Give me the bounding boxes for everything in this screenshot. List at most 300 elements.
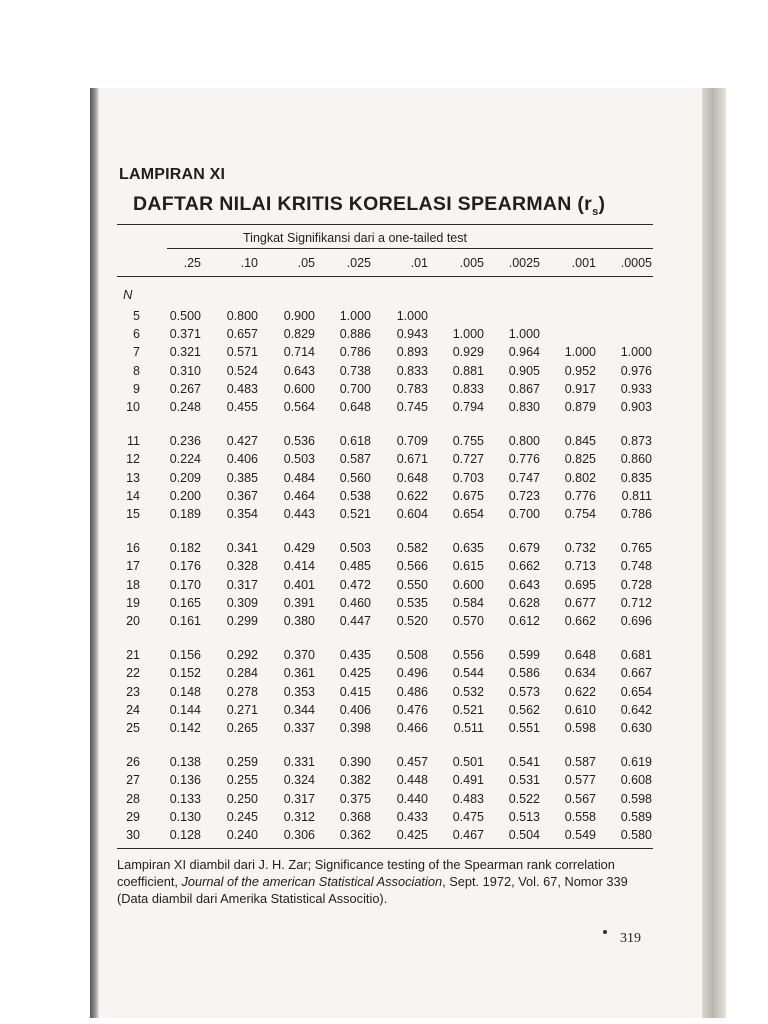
critical-value-cell: 0.224 <box>169 452 201 467</box>
critical-value-cell: 0.144 <box>169 702 201 717</box>
critical-value-cell: 0.598 <box>620 791 652 806</box>
critical-value-cell: 0.643 <box>508 577 540 592</box>
critical-value-cell: 0.390 <box>339 755 371 770</box>
row-n: 29 <box>126 809 140 824</box>
critical-value-cell: 0.635 <box>452 541 484 556</box>
critical-value-cell: 0.472 <box>339 577 371 592</box>
table-row <box>0 703 768 721</box>
footnote-journal: Journal of the american Statistical Association <box>181 874 443 889</box>
critical-value-cell: 0.748 <box>620 559 652 574</box>
critical-value-cell: 0.240 <box>226 828 258 842</box>
critical-value-cell: 0.538 <box>339 488 371 503</box>
critical-value-cell: 0.380 <box>283 614 315 628</box>
critical-value-cell: 0.671 <box>396 452 428 467</box>
critical-value-cell: 0.589 <box>620 809 652 824</box>
critical-value-cell: 0.943 <box>396 327 428 342</box>
critical-value-cell: 0.800 <box>508 434 540 449</box>
row-n: 21 <box>126 648 140 663</box>
table-row <box>0 327 768 345</box>
critical-value-cell: 0.385 <box>226 470 258 485</box>
table-row <box>0 382 768 400</box>
critical-value-cell: 0.485 <box>339 559 371 574</box>
critical-value-cell: 0.535 <box>396 595 428 610</box>
critical-value-cell: 0.138 <box>169 755 201 770</box>
row-n: 19 <box>126 595 140 610</box>
critical-value-cell: 0.317 <box>226 577 258 592</box>
critical-value-cell: 0.522 <box>508 791 540 806</box>
critical-value-cell: 0.754 <box>564 507 596 521</box>
critical-value-cell: 1.000 <box>452 327 484 342</box>
critical-value-cell: 0.508 <box>396 648 428 663</box>
critical-value-cell: 0.189 <box>169 507 201 521</box>
table-row <box>0 792 768 810</box>
critical-value-cell: 0.667 <box>620 666 652 681</box>
row-n: 16 <box>126 541 140 556</box>
critical-value-cell: 0.341 <box>226 541 258 556</box>
page-number: 319 <box>620 931 641 946</box>
critical-value-cell: 0.130 <box>169 809 201 824</box>
critical-value-cell: 0.398 <box>339 721 371 735</box>
critical-value-cell: 0.654 <box>452 507 484 521</box>
top-rule <box>117 224 653 225</box>
critical-value-cell: 0.312 <box>283 809 315 824</box>
critical-value-cell: 0.447 <box>339 614 371 628</box>
critical-value-cell: 0.964 <box>508 345 540 360</box>
critical-value-cell: 0.156 <box>169 648 201 663</box>
critical-value-cell: 0.496 <box>396 666 428 681</box>
critical-value-cell: 0.367 <box>226 488 258 503</box>
critical-value-cell: 0.503 <box>339 541 371 556</box>
critical-value-cell: 0.786 <box>620 507 652 521</box>
table-row <box>0 755 768 773</box>
critical-value-cell: 0.833 <box>396 363 428 378</box>
critical-value-cell: 0.577 <box>564 773 596 788</box>
table-title <box>133 193 605 218</box>
critical-value-cell: 0.628 <box>508 595 540 610</box>
critical-value-cell: 0.536 <box>283 434 315 449</box>
row-n: 14 <box>126 488 140 503</box>
critical-value-cell: 0.695 <box>564 577 596 592</box>
column-header: .0025 <box>508 256 540 270</box>
row-n: 26 <box>126 755 140 770</box>
critical-value-cell: 0.531 <box>508 773 540 788</box>
table-row <box>0 559 768 577</box>
critical-value-cell: 0.265 <box>226 721 258 735</box>
critical-value-cell: 0.406 <box>339 702 371 717</box>
critical-value-cell: 0.483 <box>452 791 484 806</box>
critical-value-cell: 0.700 <box>339 381 371 396</box>
critical-value-cell: 0.259 <box>226 755 258 770</box>
bottom-rule <box>117 848 653 849</box>
critical-value-cell: 0.248 <box>169 400 201 414</box>
critical-value-cell: 0.236 <box>169 434 201 449</box>
critical-value-cell: 0.182 <box>169 541 201 556</box>
critical-value-cell: 0.483 <box>226 381 258 396</box>
critical-value-cell: 0.331 <box>283 755 315 770</box>
table-row <box>0 452 768 470</box>
table-row <box>0 828 768 846</box>
table-row <box>0 810 768 828</box>
critical-value-cell: 0.619 <box>620 755 652 770</box>
critical-value-cell: 0.723 <box>508 488 540 503</box>
table-title-main: DAFTAR NILAI KRITIS KORELASI SPEARMAN (r <box>133 193 593 215</box>
row-n: 5 <box>133 309 140 323</box>
critical-value-cell: 0.794 <box>452 400 484 414</box>
row-n: 8 <box>133 363 140 378</box>
critical-value-cell: 0.484 <box>283 470 315 485</box>
critical-value-cell: 0.567 <box>564 791 596 806</box>
critical-value-cell: 1.000 <box>508 327 540 342</box>
critical-value-cell: 0.209 <box>169 470 201 485</box>
critical-value-cell: 0.562 <box>508 702 540 717</box>
critical-value-cell: 0.541 <box>508 755 540 770</box>
footnote-text: Lampiran XI diambil dari J. H. Zar; Significance testing of the Spearman rank correlation coefficient, <box>117 857 615 889</box>
critical-value-cell: 0.382 <box>339 773 371 788</box>
critical-value-cell: 0.460 <box>339 595 371 610</box>
critical-value-cell: 0.648 <box>339 400 371 414</box>
table-row <box>0 685 768 703</box>
critical-value-cell: 0.491 <box>452 773 484 788</box>
critical-value-cell: 0.414 <box>283 559 315 574</box>
critical-value-cell: 0.310 <box>169 363 201 378</box>
critical-value-cell: 0.709 <box>396 434 428 449</box>
critical-value-cell: 0.292 <box>226 648 258 663</box>
critical-value-cell: 0.176 <box>169 559 201 574</box>
critical-value-cell: 0.142 <box>169 721 201 735</box>
source-footnote <box>117 856 651 907</box>
critical-value-cell: 0.361 <box>283 666 315 681</box>
critical-value-cell: 0.532 <box>452 684 484 699</box>
critical-value-cell: 0.353 <box>283 684 315 699</box>
table-row <box>0 507 768 525</box>
critical-value-cell: 0.905 <box>508 363 540 378</box>
critical-value-cell: 0.556 <box>452 648 484 663</box>
table-title-close: ) <box>598 193 606 215</box>
table-row <box>0 773 768 791</box>
critical-value-cell: 0.829 <box>283 327 315 342</box>
critical-value-cell: 0.558 <box>564 809 596 824</box>
critical-value-cell: 0.136 <box>169 773 201 788</box>
row-n: 28 <box>126 791 140 806</box>
table-row <box>0 489 768 507</box>
critical-value-cell: 0.745 <box>396 400 428 414</box>
critical-value-cell: 0.600 <box>452 577 484 592</box>
critical-value-cell: 0.903 <box>620 400 652 414</box>
critical-value-cell: 0.654 <box>620 684 652 699</box>
critical-value-cell: 0.324 <box>283 773 315 788</box>
row-n: 13 <box>126 470 140 485</box>
critical-value-cell: 0.521 <box>339 507 371 521</box>
critical-value-cell: 0.435 <box>339 648 371 663</box>
critical-value-cell: 0.309 <box>226 595 258 610</box>
critical-value-cell: 0.284 <box>226 666 258 681</box>
critical-value-cell: 0.354 <box>226 507 258 521</box>
appendix-label: LAMPIRAN XI <box>119 166 226 183</box>
row-n: 6 <box>133 327 140 342</box>
column-header: .01 <box>410 256 428 270</box>
critical-value-cell: 0.825 <box>564 452 596 467</box>
critical-value-cell: 0.500 <box>169 309 201 323</box>
critical-value-cell: 0.344 <box>283 702 315 717</box>
critical-value-cell: 0.521 <box>452 702 484 717</box>
critical-value-cell: 0.634 <box>564 666 596 681</box>
critical-value-cell: 0.544 <box>452 666 484 681</box>
critical-value-cell: 0.886 <box>339 327 371 342</box>
critical-value-cell: 0.811 <box>621 488 652 503</box>
critical-value-cell: 0.604 <box>396 507 428 521</box>
critical-value-cell: 0.337 <box>283 721 315 735</box>
column-header: .05 <box>297 256 315 270</box>
column-header: .25 <box>183 256 201 270</box>
critical-value-cell: 0.610 <box>564 702 596 717</box>
critical-value-cell: 0.406 <box>226 452 258 467</box>
critical-value-cell: 0.618 <box>339 434 371 449</box>
critical-value-cell: 0.200 <box>169 488 201 503</box>
critical-value-cell: 0.608 <box>620 773 652 788</box>
critical-value-cell: 0.587 <box>564 755 596 770</box>
critical-value-cell: 0.776 <box>564 488 596 503</box>
critical-value-cell: 0.475 <box>452 809 484 824</box>
row-n: 27 <box>126 773 140 788</box>
critical-value-cell: 0.455 <box>226 400 258 414</box>
critical-value-cell: 0.306 <box>283 828 315 842</box>
row-n: 25 <box>126 721 140 735</box>
critical-value-cell: 0.599 <box>508 648 540 663</box>
critical-value-cell: 0.128 <box>169 828 201 842</box>
row-n: 22 <box>126 666 140 681</box>
critical-value-cell: 0.662 <box>508 559 540 574</box>
critical-value-cell: 1.000 <box>620 345 652 360</box>
critical-value-cell: 0.511 <box>453 721 484 735</box>
table-row <box>0 400 768 418</box>
critical-value-cell: 0.368 <box>339 809 371 824</box>
critical-value-cell: 0.933 <box>620 381 652 396</box>
critical-value-cell: 0.152 <box>169 666 201 681</box>
row-n: 10 <box>126 400 140 414</box>
critical-value-cell: 0.271 <box>226 702 258 717</box>
critical-value-cell: 0.267 <box>169 381 201 396</box>
critical-value-cell: 0.278 <box>226 684 258 699</box>
critical-value-cell: 0.503 <box>283 452 315 467</box>
critical-value-cell: 0.415 <box>339 684 371 699</box>
critical-value-cell: 0.800 <box>226 309 258 323</box>
critical-value-cell: 0.317 <box>283 791 315 806</box>
critical-value-cell: 0.550 <box>396 577 428 592</box>
critical-value-cell: 0.679 <box>508 541 540 556</box>
table-row <box>0 596 768 614</box>
table-row <box>0 614 768 632</box>
critical-value-cell: 0.425 <box>339 666 371 681</box>
table-row <box>0 648 768 666</box>
column-header: .001 <box>571 256 596 270</box>
critical-value-cell: 0.564 <box>283 400 315 414</box>
critical-value-cell: 0.299 <box>226 614 258 628</box>
critical-value-cell: 0.370 <box>283 648 315 663</box>
column-header: .10 <box>240 256 258 270</box>
critical-value-cell: 0.727 <box>452 452 484 467</box>
critical-value-cell: 0.549 <box>564 828 596 842</box>
caption-rule <box>167 248 653 249</box>
critical-value-cell: 0.881 <box>452 363 484 378</box>
critical-value-cell: 0.833 <box>452 381 484 396</box>
critical-value-cell: 0.657 <box>226 327 258 342</box>
column-header: .005 <box>459 256 484 270</box>
row-n: 20 <box>126 614 140 628</box>
table-row <box>0 345 768 363</box>
critical-value-cell: 0.598 <box>564 721 596 735</box>
critical-value-cell: 0.845 <box>564 434 596 449</box>
critical-value-cell: 0.551 <box>508 721 540 735</box>
critical-value-cell: 0.642 <box>620 702 652 717</box>
header-rule <box>117 276 653 277</box>
critical-value-cell: 0.776 <box>508 452 540 467</box>
critical-value-cell: 0.747 <box>508 470 540 485</box>
critical-value-cell: 0.879 <box>564 400 596 414</box>
critical-value-cell: 1.000 <box>339 309 371 323</box>
critical-value-cell: 0.835 <box>620 470 652 485</box>
critical-value-cell: 0.486 <box>396 684 428 699</box>
critical-value-cell: 0.802 <box>564 470 596 485</box>
critical-value-cell: 0.586 <box>508 666 540 681</box>
critical-value-cell: 0.513 <box>508 809 540 824</box>
critical-value-cell: 0.401 <box>283 577 315 592</box>
n-column-label: N <box>123 287 133 302</box>
critical-value-cell: 0.860 <box>620 452 652 467</box>
critical-value-cell: 0.321 <box>169 345 201 360</box>
critical-value-cell: 0.427 <box>226 434 258 449</box>
critical-value-cell: 0.520 <box>396 614 428 628</box>
critical-value-cell: 0.830 <box>508 400 540 414</box>
critical-value-cell: 0.630 <box>620 721 652 735</box>
row-n: 9 <box>133 381 140 396</box>
table-row <box>0 541 768 559</box>
critical-value-cell: 0.245 <box>226 809 258 824</box>
critical-value-cell: 0.587 <box>339 452 371 467</box>
critical-value-cell: 0.165 <box>169 595 201 610</box>
critical-value-cell: 0.622 <box>396 488 428 503</box>
critical-value-cell: 0.612 <box>508 614 540 628</box>
critical-value-cell: 0.457 <box>396 755 428 770</box>
critical-value-cell: 0.643 <box>283 363 315 378</box>
table-row <box>0 721 768 739</box>
critical-value-cell: 0.464 <box>283 488 315 503</box>
critical-value-cell: 0.443 <box>283 507 315 521</box>
critical-value-cell: 0.662 <box>564 614 596 628</box>
critical-value-cell: 0.681 <box>620 648 652 663</box>
critical-value-cell: 0.429 <box>283 541 315 556</box>
critical-value-cell: 0.362 <box>339 828 371 842</box>
critical-value-cell: 0.255 <box>226 773 258 788</box>
row-n: 15 <box>126 507 140 521</box>
critical-value-cell: 0.501 <box>452 755 484 770</box>
critical-value-cell: 0.170 <box>169 577 201 592</box>
critical-value-cell: 0.584 <box>452 595 484 610</box>
table-row <box>0 471 768 489</box>
row-n: 23 <box>126 684 140 699</box>
critical-value-cell: 0.700 <box>508 507 540 521</box>
critical-value-cell: 0.738 <box>339 363 371 378</box>
critical-value-cell: 0.873 <box>620 434 652 449</box>
critical-value-cell: 0.622 <box>564 684 596 699</box>
critical-value-cell: 0.328 <box>226 559 258 574</box>
footnote-text-end: , Sept. 1972, Vol. 67, Nomor 339 (Data diambil dari Amerika Statistical Associtio). <box>117 874 628 906</box>
table-row <box>0 578 768 596</box>
table-title-subscript: s <box>592 205 599 218</box>
critical-value-cell: 0.600 <box>283 381 315 396</box>
critical-value-cell: 0.675 <box>452 488 484 503</box>
critical-value-cell: 0.765 <box>620 541 652 556</box>
critical-value-cell: 0.425 <box>396 828 428 842</box>
critical-value-cell: 0.893 <box>396 345 428 360</box>
critical-value-cell: 0.161 <box>169 614 201 628</box>
critical-value-cell: 0.712 <box>620 595 652 610</box>
critical-value-cell: 0.929 <box>452 345 484 360</box>
table-row <box>0 666 768 684</box>
critical-value-cell: 0.375 <box>339 791 371 806</box>
critical-value-cell: 0.560 <box>339 470 371 485</box>
critical-value-cell: 0.448 <box>396 773 428 788</box>
table-row <box>0 309 768 327</box>
critical-value-cell: 0.677 <box>564 595 596 610</box>
row-n: 11 <box>127 434 140 449</box>
significance-caption: Tingkat Signifikansi dari a one-tailed test <box>243 231 467 245</box>
critical-value-cell: 0.648 <box>396 470 428 485</box>
critical-value-cell: 0.524 <box>226 363 258 378</box>
critical-value-cell: 0.615 <box>452 559 484 574</box>
critical-value-cell: 0.250 <box>226 791 258 806</box>
page-mark <box>603 930 607 934</box>
critical-value-cell: 0.755 <box>452 434 484 449</box>
critical-value-cell: 1.000 <box>396 309 428 323</box>
critical-value-cell: 0.728 <box>620 577 652 592</box>
critical-value-cell: 0.570 <box>452 614 484 628</box>
critical-value-cell: 0.714 <box>283 345 315 360</box>
table-row <box>0 434 768 452</box>
critical-value-cell: 0.467 <box>452 828 484 842</box>
critical-value-cell: 0.582 <box>396 541 428 556</box>
critical-value-cell: 0.713 <box>564 559 596 574</box>
critical-value-cell: 0.566 <box>396 559 428 574</box>
column-header: .025 <box>346 256 371 270</box>
row-n: 24 <box>126 702 140 717</box>
critical-value-cell: 0.440 <box>396 791 428 806</box>
critical-value-cell: 0.732 <box>564 541 596 556</box>
table-row <box>0 364 768 382</box>
critical-value-cell: 0.783 <box>396 381 428 396</box>
critical-value-cell: 0.976 <box>620 363 652 378</box>
critical-value-cell: 0.433 <box>396 809 428 824</box>
critical-value-cell: 1.000 <box>564 345 596 360</box>
critical-value-cell: 0.476 <box>396 702 428 717</box>
row-n: 12 <box>126 452 140 467</box>
critical-value-cell: 0.573 <box>508 684 540 699</box>
row-n: 18 <box>126 577 140 592</box>
critical-value-cell: 0.504 <box>508 828 540 842</box>
critical-value-cell: 0.917 <box>564 381 596 396</box>
row-n: 30 <box>126 828 140 842</box>
critical-value-cell: 0.867 <box>508 381 540 396</box>
critical-value-cell: 0.133 <box>169 791 201 806</box>
row-n: 7 <box>133 345 140 360</box>
critical-value-cell: 0.648 <box>564 648 596 663</box>
critical-value-cell: 0.786 <box>339 345 371 360</box>
critical-value-cell: 0.703 <box>452 470 484 485</box>
critical-value-cell: 0.148 <box>169 684 201 699</box>
critical-value-cell: 0.580 <box>620 828 652 842</box>
critical-value-cell: 0.466 <box>396 721 428 735</box>
critical-value-cell: 0.571 <box>226 345 258 360</box>
critical-value-cell: 0.391 <box>283 595 315 610</box>
